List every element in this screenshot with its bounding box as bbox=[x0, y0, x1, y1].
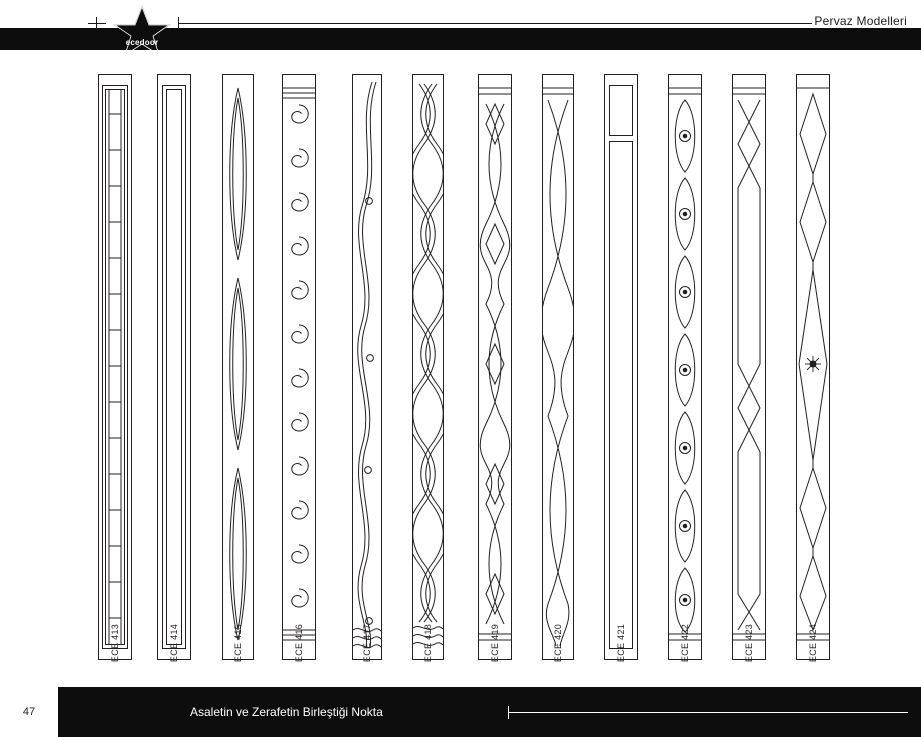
pattern-celtic-braid bbox=[412, 74, 444, 660]
header-rule-right bbox=[178, 23, 812, 24]
pattern-plain-inner-frame bbox=[157, 74, 191, 663]
pattern-twisted-rope-diamond bbox=[478, 74, 512, 663]
item-code: ECE 422 bbox=[680, 623, 690, 663]
moulding-item[interactable] bbox=[668, 74, 702, 663]
moulding-item[interactable] bbox=[796, 74, 830, 663]
pattern-elongated-diamond-rosette bbox=[796, 74, 830, 663]
header-tick-right bbox=[178, 17, 179, 30]
moulding-item[interactable] bbox=[98, 74, 132, 663]
item-code: ECE 416 bbox=[294, 623, 304, 663]
moulding-item[interactable] bbox=[412, 74, 444, 663]
moulding-item[interactable] bbox=[732, 74, 766, 663]
item-code: ECE 417 bbox=[362, 623, 372, 663]
header-tick-left bbox=[96, 17, 97, 30]
item-code: ECE 415 bbox=[233, 623, 243, 663]
pattern-plain-recessed-panel bbox=[604, 74, 638, 663]
pattern-single-wave-twist bbox=[542, 74, 574, 660]
moulding-item[interactable] bbox=[282, 74, 316, 663]
item-code: ECE 418 bbox=[423, 623, 433, 663]
pattern-double-ladder-rail bbox=[98, 74, 132, 663]
item-code: ECE 420 bbox=[553, 623, 563, 663]
moulding-item[interactable] bbox=[352, 74, 382, 663]
item-code: ECE 414 bbox=[169, 623, 179, 663]
footer-rule bbox=[508, 712, 908, 713]
catalog-sheet bbox=[0, 50, 921, 687]
moulding-item[interactable] bbox=[157, 74, 191, 663]
pattern-stacked-lens-panels bbox=[222, 74, 254, 660]
page-number-box bbox=[0, 687, 58, 737]
pattern-spiral-scroll-column bbox=[282, 74, 316, 663]
item-code: ECE 419 bbox=[490, 623, 500, 663]
item-code: ECE 413 bbox=[110, 623, 120, 663]
footer-slogan: Asaletin ve Zerafetin Birleştiği Nokta bbox=[190, 705, 383, 719]
brand-name: ecedoor bbox=[125, 38, 159, 47]
page-header bbox=[0, 0, 921, 50]
item-code: ECE 421 bbox=[616, 623, 626, 663]
moulding-item[interactable] bbox=[222, 74, 254, 663]
moulding-item[interactable] bbox=[604, 74, 638, 663]
pattern-lens-chain-dots bbox=[668, 74, 702, 663]
rosette-icon bbox=[805, 356, 821, 372]
page-title: Pervaz Modelleri bbox=[814, 14, 907, 28]
moulding-item[interactable] bbox=[478, 74, 512, 663]
item-code: ECE 423 bbox=[744, 623, 754, 663]
pattern-crossed-x-bands bbox=[732, 74, 766, 663]
pattern-serpentine-vine-dots bbox=[352, 74, 382, 660]
footer-tick bbox=[508, 706, 509, 719]
header-rule-left bbox=[88, 23, 106, 24]
moulding-item[interactable] bbox=[542, 74, 574, 663]
page-footer bbox=[0, 687, 921, 737]
moulding-row bbox=[0, 50, 921, 687]
page-number: 47 bbox=[22, 706, 36, 718]
item-code: ECE 424 bbox=[808, 623, 818, 663]
